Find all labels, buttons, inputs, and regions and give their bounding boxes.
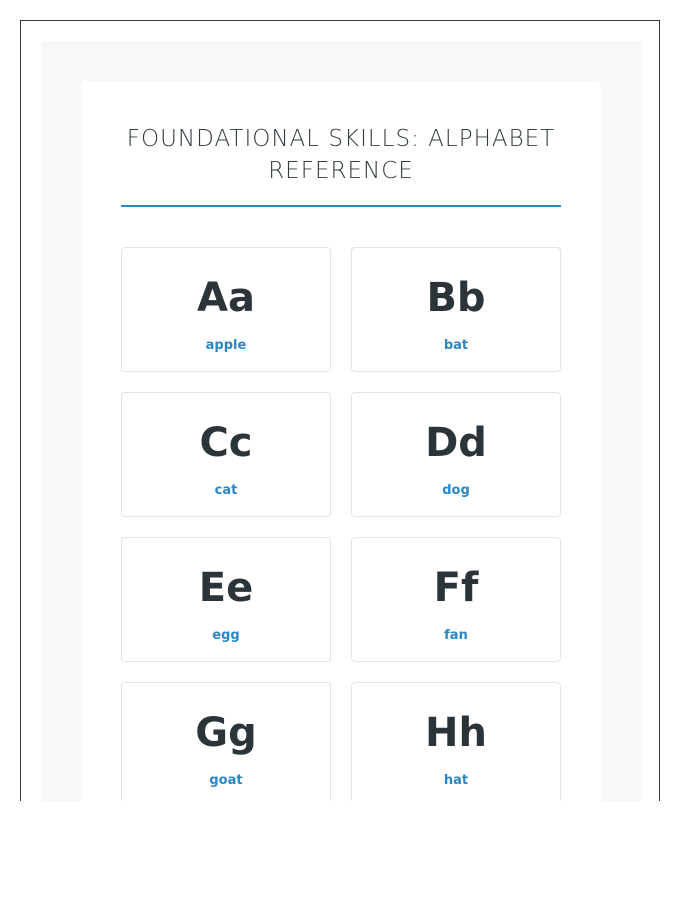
letter-card-e [121, 537, 331, 662]
letter-card-b [351, 247, 561, 372]
example-word: fan [444, 628, 468, 643]
letter-pair: Dd [425, 420, 487, 466]
letter-card-c [121, 392, 331, 517]
alphabet-grid [121, 247, 561, 801]
page-background [41, 41, 641, 801]
letter-card-d [351, 392, 561, 517]
example-word: bat [443, 338, 469, 353]
page-frame [20, 20, 660, 801]
letter-card-g [121, 682, 331, 801]
example-word: cat [214, 483, 238, 498]
example-word: egg [212, 628, 240, 643]
letter-pair: Aa [197, 275, 255, 321]
letter-pair: Ff [433, 565, 479, 611]
example-word: hat [443, 773, 469, 788]
letter-pair: Bb [426, 275, 486, 321]
letter-card-h [351, 682, 561, 801]
example-word: apple [205, 338, 247, 353]
page-title: FOUNDATIONAL SKILLS: ALPHABET REFERENCE [126, 126, 556, 184]
letter-card-f [351, 537, 561, 662]
title-underline [121, 205, 561, 207]
example-word: dog [442, 483, 470, 498]
letter-card-a [121, 247, 331, 372]
example-word: goat [209, 773, 243, 788]
letter-pair: Cc [199, 420, 253, 466]
letter-pair: Gg [195, 710, 257, 756]
letter-pair: Ee [198, 565, 254, 611]
alphabet-sheet [81, 81, 601, 801]
letter-pair: Hh [425, 710, 487, 756]
